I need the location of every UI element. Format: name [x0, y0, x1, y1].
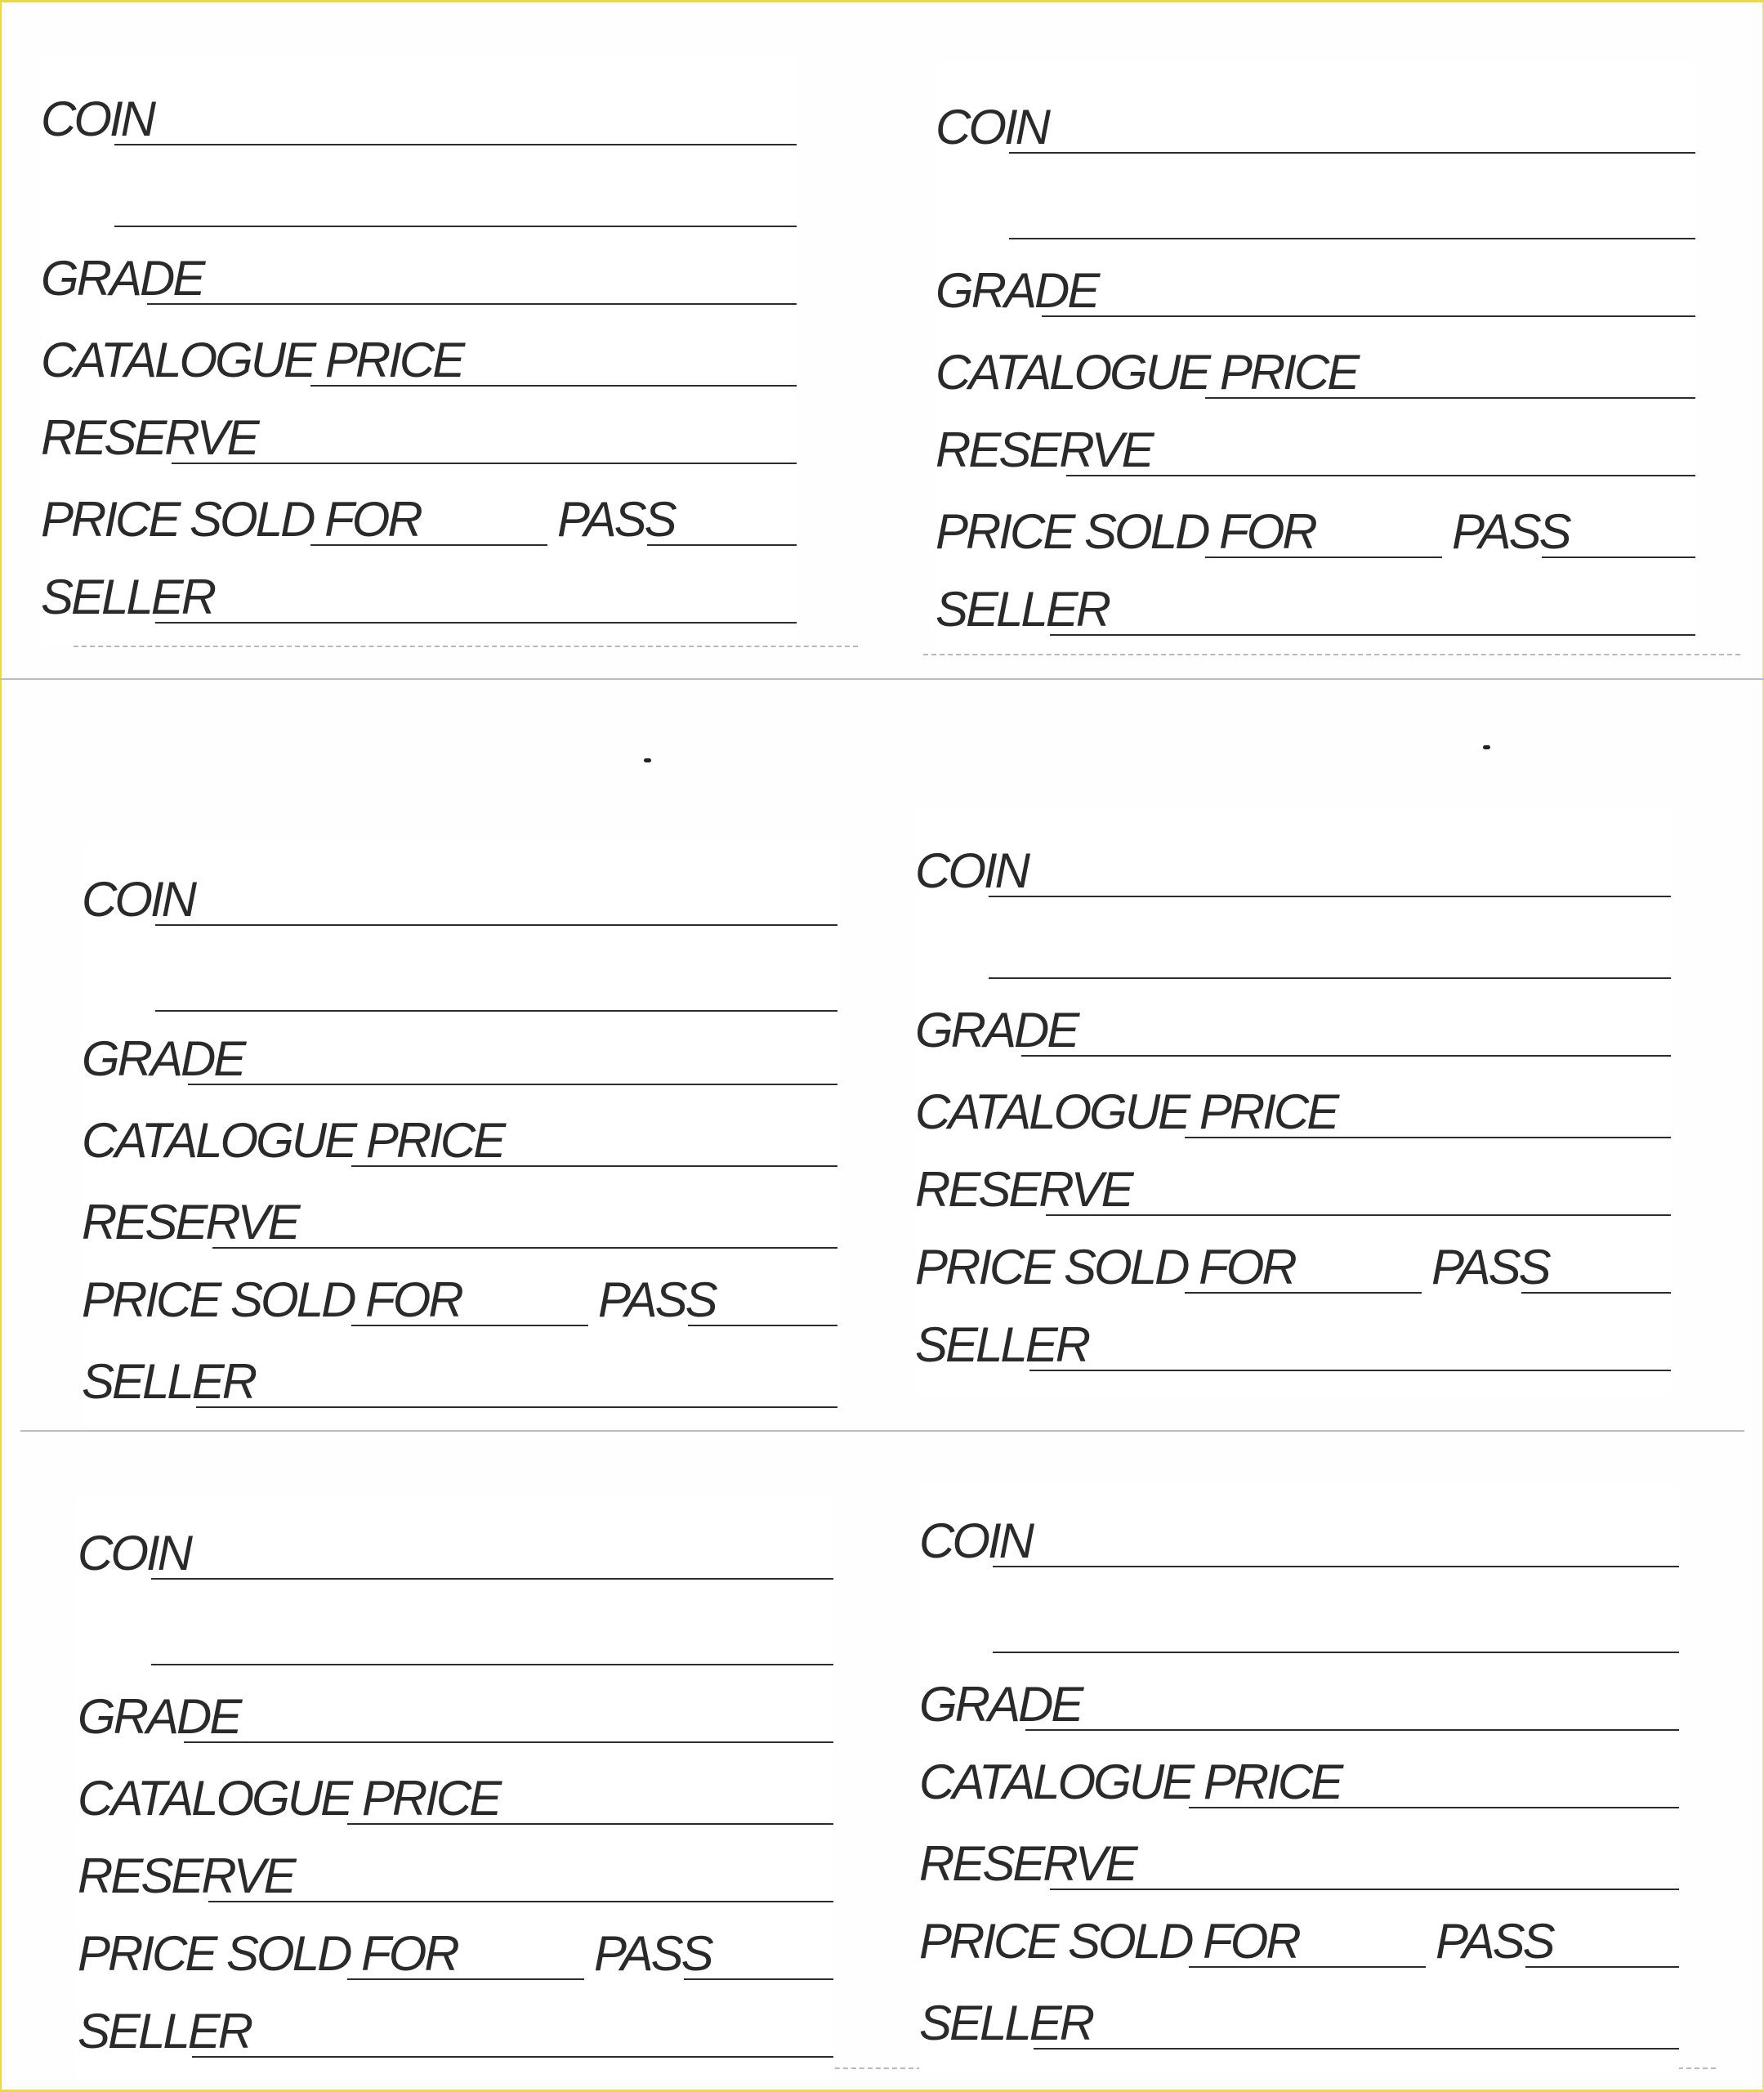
price-sold-label-wrap [919, 1914, 1299, 1969]
seller-label-wrap [41, 570, 215, 625]
seller-label-wrap [919, 1996, 1093, 2051]
reserve-label: RESERVE [82, 1195, 298, 1249]
reserve-label-wrap [915, 1162, 1132, 1218]
seller-label-wrap [936, 582, 1110, 637]
price-sold-label-wrap [41, 492, 421, 548]
coin-row-2 [936, 176, 1695, 241]
reserve-row [915, 1152, 1671, 1218]
reserve-field[interactable] [212, 1247, 837, 1249]
coin-field[interactable] [989, 896, 1671, 897]
catalogue-price-row [915, 1075, 1671, 1140]
coin-row-2 [78, 1602, 833, 1667]
reserve-label-wrap [82, 1195, 298, 1250]
coin-field-2[interactable] [989, 977, 1671, 979]
price-sold-for-label: PRICE SOLD FOR [78, 1926, 458, 1981]
seller-field[interactable] [192, 2056, 833, 2058]
seller-row [82, 1344, 837, 1410]
coin-row [41, 82, 797, 147]
reserve-label: RESERVE [78, 1848, 294, 1903]
catalogue-price-label-wrap [919, 1755, 1342, 1810]
reserve-row [41, 400, 797, 466]
catalogue-price-label: CATALOGUE PRICE [936, 345, 1358, 400]
coin-label-wrap [41, 92, 154, 147]
scan-speck [1483, 745, 1490, 749]
seller-field[interactable] [1029, 1370, 1671, 1371]
catalogue-price-label: CATALOGUE PRICE [78, 1771, 500, 1826]
grade-label: GRADE [41, 251, 203, 306]
price-sold-for-label: PRICE SOLD FOR [41, 492, 421, 547]
pass-label-wrap [1431, 1240, 1549, 1295]
coin-row-2 [41, 163, 797, 229]
grade-label: GRADE [78, 1689, 240, 1744]
coin-field[interactable] [155, 924, 837, 926]
seller-row [919, 1986, 1679, 2051]
reserve-label: RESERVE [41, 410, 257, 465]
price-sold-for-label: PRICE SOLD FOR [915, 1240, 1295, 1294]
seller-label: SELLER [915, 1317, 1089, 1372]
seller-field[interactable] [1034, 2048, 1679, 2050]
reserve-field[interactable] [1050, 1889, 1679, 1890]
grade-field[interactable] [188, 1084, 837, 1085]
reserve-label: RESERVE [915, 1162, 1132, 1217]
coin-field[interactable] [1009, 152, 1695, 154]
slip-edge-top [0, 678, 1764, 680]
coin-field-2[interactable] [114, 226, 797, 227]
catalogue-price-label-wrap [78, 1771, 500, 1826]
pass-label-wrap [594, 1926, 712, 1982]
seller-label-wrap [915, 1317, 1089, 1373]
reserve-label-wrap [41, 410, 257, 466]
grade-label-wrap [78, 1689, 240, 1745]
grade-label-wrap [936, 263, 1098, 319]
coin-field[interactable] [993, 1566, 1679, 1567]
catalogue-price-label-wrap [915, 1084, 1338, 1140]
seller-field[interactable] [196, 1406, 837, 1408]
reserve-row [936, 413, 1695, 478]
auction-slip-3 [82, 842, 837, 1430]
reserve-row [919, 1826, 1679, 1892]
seller-field[interactable] [155, 622, 797, 624]
price-sold-for-label: PRICE SOLD FOR [82, 1272, 462, 1327]
coin-field-2[interactable] [155, 1010, 837, 1012]
scan-speck [644, 758, 651, 762]
reserve-label: RESERVE [919, 1836, 1136, 1891]
pass-label-wrap [1452, 504, 1570, 560]
grade-field[interactable] [1025, 1729, 1679, 1731]
price-sold-row [78, 1916, 833, 1982]
grade-row [78, 1679, 833, 1745]
price-sold-label-wrap [82, 1272, 462, 1328]
coin-label: COIN [41, 92, 154, 146]
coin-label: COIN [78, 1526, 190, 1580]
catalogue-price-label: CATALOGUE PRICE [82, 1113, 504, 1168]
pass-label-wrap [1436, 1914, 1553, 1969]
catalogue-price-row [41, 323, 797, 388]
grade-row [41, 241, 797, 306]
reserve-field[interactable] [1066, 475, 1695, 476]
grade-label-wrap [915, 1003, 1078, 1058]
seller-row [936, 572, 1695, 637]
catalogue-price-label: CATALOGUE PRICE [919, 1755, 1342, 1809]
reserve-label-wrap [919, 1836, 1136, 1892]
catalogue-price-row [78, 1761, 833, 1826]
auction-slip-5 [78, 1495, 833, 2084]
grade-label-wrap [82, 1031, 244, 1087]
grade-label: GRADE [919, 1677, 1082, 1732]
catalogue-price-label-wrap [41, 333, 463, 388]
coin-label-wrap [78, 1526, 190, 1581]
seller-label: SELLER [82, 1354, 256, 1409]
coin-field[interactable] [114, 144, 797, 145]
cut-line-top-left [74, 646, 858, 647]
coin-row [936, 90, 1695, 155]
pass-label: PASS [598, 1272, 716, 1327]
grade-row [919, 1667, 1679, 1732]
grade-row [936, 253, 1695, 319]
coin-field-2[interactable] [1009, 238, 1695, 239]
coin-label-wrap [82, 872, 194, 928]
slip-edge-mid [20, 1430, 1744, 1432]
price-sold-label-wrap [915, 1240, 1295, 1295]
seller-row [41, 560, 797, 625]
coin-field[interactable] [151, 1578, 833, 1580]
seller-label: SELLER [936, 582, 1110, 637]
grade-label: GRADE [936, 263, 1098, 318]
seller-row [78, 1994, 833, 2059]
grade-row [915, 993, 1671, 1058]
coin-row [82, 862, 837, 928]
pass-label: PASS [1431, 1240, 1549, 1294]
catalogue-price-row [936, 335, 1695, 400]
seller-label-wrap [78, 2004, 252, 2059]
price-sold-for-label: PRICE SOLD FOR [919, 1914, 1299, 1969]
coin-label: COIN [919, 1513, 1032, 1568]
coin-label: COIN [915, 843, 1028, 898]
catalogue-price-label: CATALOGUE PRICE [41, 333, 463, 387]
reserve-label: RESERVE [936, 422, 1152, 477]
reserve-label-wrap [78, 1848, 294, 1904]
grade-label: GRADE [915, 1003, 1078, 1057]
coin-row [915, 834, 1671, 899]
grade-label: GRADE [82, 1031, 244, 1086]
seller-label: SELLER [919, 1996, 1093, 2050]
pass-label-wrap [598, 1272, 716, 1328]
price-sold-row [82, 1263, 837, 1328]
coin-label-wrap [919, 1513, 1032, 1569]
price-sold-label-wrap [78, 1926, 458, 1982]
auction-slip-6 [919, 1483, 1679, 2072]
seller-field[interactable] [1050, 634, 1695, 636]
catalogue-price-label: CATALOGUE PRICE [915, 1084, 1338, 1139]
seller-label: SELLER [41, 570, 215, 624]
coin-field-2[interactable] [151, 1664, 833, 1665]
auction-slip-4 [915, 809, 1671, 1397]
price-sold-row [41, 482, 797, 548]
price-sold-row [936, 494, 1695, 560]
coin-label-wrap [915, 843, 1028, 899]
catalogue-price-row [919, 1745, 1679, 1810]
pass-label-wrap [557, 492, 675, 548]
coin-label-wrap [936, 100, 1048, 155]
reserve-row [78, 1839, 833, 1904]
price-sold-row [915, 1230, 1671, 1295]
auction-slip-2 [936, 61, 1695, 650]
coin-row [78, 1516, 833, 1581]
reserve-row [82, 1185, 837, 1250]
seller-label-wrap [82, 1354, 256, 1410]
grade-label-wrap [919, 1677, 1082, 1732]
coin-label: COIN [82, 872, 194, 927]
grade-row [82, 1021, 837, 1087]
coin-row-2 [919, 1589, 1679, 1655]
auction-slip-1 [41, 57, 797, 646]
seller-row [915, 1308, 1671, 1373]
reserve-field[interactable] [1046, 1214, 1671, 1216]
pass-label: PASS [1436, 1914, 1553, 1969]
pass-label: PASS [594, 1926, 712, 1981]
catalogue-price-label-wrap [82, 1113, 504, 1169]
price-sold-row [919, 1904, 1679, 1969]
reserve-label-wrap [936, 422, 1152, 478]
pass-label: PASS [1452, 504, 1570, 559]
grade-field[interactable] [184, 1741, 833, 1743]
coin-field-2[interactable] [993, 1652, 1679, 1653]
price-sold-label-wrap [936, 504, 1315, 560]
catalogue-price-row [82, 1103, 837, 1169]
reserve-field[interactable] [172, 463, 797, 464]
grade-label-wrap [41, 251, 203, 306]
coin-row-2 [82, 948, 837, 1013]
reserve-field[interactable] [208, 1901, 833, 1902]
grade-field[interactable] [1042, 315, 1695, 317]
grade-field[interactable] [147, 303, 797, 305]
coin-row-2 [915, 915, 1671, 981]
coin-label: COIN [936, 100, 1048, 154]
coin-row [919, 1504, 1679, 1569]
catalogue-price-label-wrap [936, 345, 1358, 400]
seller-label: SELLER [78, 2004, 252, 2058]
pass-label: PASS [557, 492, 675, 547]
grade-field[interactable] [1021, 1055, 1671, 1057]
price-sold-for-label: PRICE SOLD FOR [936, 504, 1315, 559]
cut-line-top-right [923, 654, 1740, 655]
